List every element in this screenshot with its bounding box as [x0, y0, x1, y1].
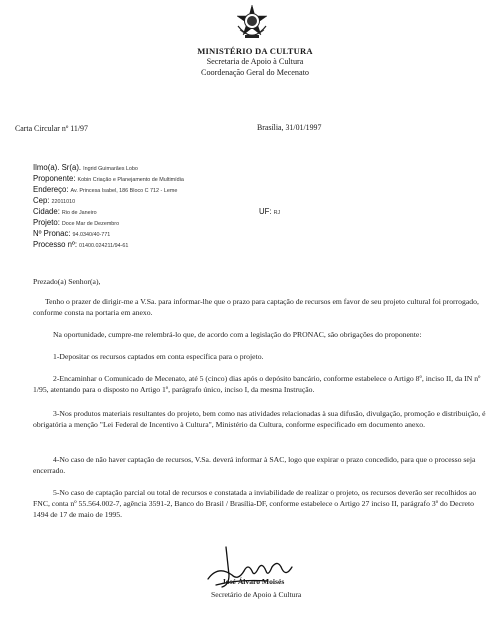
letter-date: Brasília, 31/01/1997 [257, 123, 322, 132]
cidade-value: Rio de Janeiro [61, 210, 97, 216]
obligation-2: 2-Encaminhar o Comunicado de Mecenato, até 5 (cinco) dias após o depósito bancário, conforme estabelece o Artigo 8º, inciso II, da IN nº 1/95, atentando para o disposto no Artigo 1º, parágrafo único, inciso I, da mesma Instrução. [33, 374, 481, 394]
processo-row [33, 241, 128, 249]
paragraph-intro: Tenho o prazer de dirigir-me a V.Sa. para informar-lhe que o prazo para captação de recursos em favor de seu projeto cultural foi prorrogado, conforme consta na portaria em anexo. [33, 297, 479, 317]
cep-row [33, 197, 75, 205]
proponente-row [33, 175, 184, 183]
salutation-label: Ilmo(a). Sr(a). [33, 163, 82, 172]
obligation-5: 5-No caso de captação parcial ou total de recursos e constatada a inviabilidade de realizar o projeto, os recursos deverão ser recolhidos ao FNC, conta nº 55.564.002-7, agência 3591-2, Banco do Brasil / Brasília-DF, conforme estabelece o Artigo 27 inciso II, parágrafo 3º do Decreto 1494 de 17 de maio de 1995. [33, 488, 477, 519]
obligation-4: 4-No caso de não haver captação de recursos, V.Sa. deverá informar à SAC, logo que expirar o prazo concedido, para que o processo seja encerrado. [33, 455, 476, 475]
pronac-value: 94.0340/40-771 [72, 232, 111, 238]
salutation-value: Ingrid Guimarães Lobo [83, 166, 138, 172]
recipient-salutation [33, 164, 138, 172]
ministry-title: MINISTÉRIO DA CULTURA [197, 46, 313, 56]
projeto-row [33, 219, 119, 227]
coordination-name: Coordenação Geral do Mecenato [201, 68, 309, 77]
proponente-label: Proponente: [33, 174, 76, 183]
endereco-value: Av. Princesa Isabel, 186 Bloco C 712 - Leme [70, 188, 178, 194]
paragraph-obligations: Na oportunidade, cumpre-me relembrá-lo que, de acordo com a legislação do PRONAC, são obrigações do proponente: [53, 330, 422, 339]
proponente-value: Kobin Criação e Planejamento de Multimídia [77, 177, 184, 183]
cep-value: 22011010 [51, 199, 76, 205]
uf-row [259, 208, 280, 216]
cidade-row [33, 208, 97, 216]
secretariat-name: Secretaria de Apoio à Cultura [206, 57, 304, 66]
uf-label: UF: [259, 207, 272, 216]
projeto-label: Projeto: [33, 218, 60, 227]
projeto-value: Doce Mar de Dezembro [61, 221, 120, 227]
signatory-role: Secretário de Apoio à Cultura [211, 590, 302, 599]
cep-label: Cep: [33, 196, 50, 205]
obligation-1: 1-Depositar os recursos captados em conta específica para o projeto. [53, 352, 264, 361]
coat-of-arms-seal [234, 4, 270, 40]
obligation-3: 3-Nos produtos materiais resultantes do projeto, bem como nas atividades relacionadas à sua difusão, divulgação, promoção e distribuição, é obrigatória a menção "Lei Federal de Incentivo à Cultura", Ministério da Cultura, conforme especificado em documento anexo. [33, 409, 486, 429]
processo-value: 01400.024211/94-61 [79, 243, 129, 249]
cidade-label: Cidade: [33, 207, 60, 216]
pronac-row [33, 230, 110, 238]
processo-label: Processo nº: [33, 240, 78, 249]
letter-reference: Carta Circular nº 11/97 [15, 124, 88, 133]
signatory-name: José Álvaro Moisés [222, 577, 285, 586]
pronac-label: Nº Pronac: [33, 229, 71, 238]
endereco-row [33, 186, 177, 194]
endereco-label: Endereço: [33, 185, 69, 194]
greeting: Prezado(a) Senhor(a), [33, 277, 101, 286]
uf-value: RJ [273, 210, 281, 216]
